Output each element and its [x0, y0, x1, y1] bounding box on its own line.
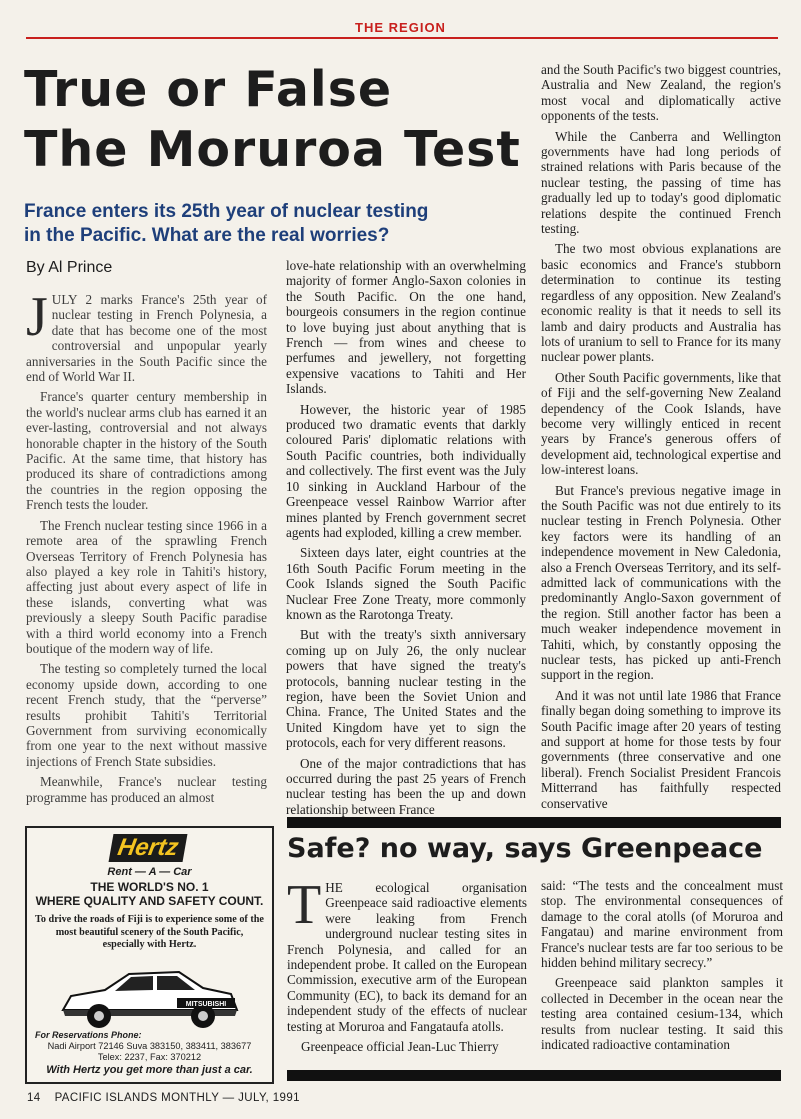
publication-name: PACIFIC ISLANDS MONTHLY — JULY, 1991: [54, 1092, 300, 1104]
deck: [24, 200, 504, 248]
article-paragraph: Sixteen days later, eight countries at the 16th South Pacific Forum meeting in the Cook Islands signed the South Pacific Nuclear Free Zone Treaty, more commonly known as the Rarotonga Treaty.: [286, 545, 526, 622]
sidebar-column-2: [541, 878, 783, 1057]
ad-tagline: Rent — A — Car: [107, 866, 192, 878]
article-paragraph: JULY 2 marks France's 25th year of nuclear testing in French Polynesia, a date that has become one of the most controversial and unpopular yearly anniversaries in the South Pacific since the end of World War II.: [26, 286, 267, 385]
article-paragraph: However, the historic year of 1985 produced two dramatic events that darkly coloured Paris' diplomatic relations with South Pacific countries, both individually and collectively. The first event was the July 10 sinking in Auckland Harbour of the Greenpeace vessel Rainbow Warrior after mines planted by French government secret agents had exploded, killing a crew member.: [286, 401, 526, 540]
article-paragraph: The two most obvious explanations are basic economics and France's stubborn determination to continue its testing regardless of any opposition. New Zealand's economic reality is that it needs to sell its lamb and dairy products and Australia has lots of uranium to sell to France for its many nuclear power plants.: [541, 241, 781, 365]
article-paragraph: But with the treaty's sixth anniversary coming up on July 26, the only nuclear powers that have signed the treaty's protocols, banning nuclear testing in the region, have been the Soviet Union and China. France, The United States and the United Kingdom have yet to sign the protocols, each for very different reasons.: [286, 627, 526, 751]
article-paragraph: Other South Pacific governments, like that of Fiji and the self-governing New Zealand dependency of the Cook Islands, have become very willingly enticed in recent years by France's generous offers of development aid, technological expertise and low-interest loans.: [541, 369, 781, 478]
sidebar-paragraph: THE ecological organisation Greenpeace said radioactive elements were leaking from French underground nuclear testing sites in French Polynesia, and called for an independent probe. It called on the European Commission, executive arm of the European Community (EC), to back its demand for an independent study of the effects of nuclear testing at Moruroa and Fangataufa atolls.: [287, 874, 527, 1034]
ad-headline-line-1: THE WORLD'S NO. 1: [90, 880, 209, 894]
ad-phone-numbers: [27, 1041, 272, 1063]
drop-cap: T: [287, 874, 322, 936]
article-column-2: [286, 258, 526, 822]
byline: By Al Prince: [26, 259, 113, 276]
page-footer: [27, 1092, 314, 1104]
sidebar-paragraph: said: “The tests and the concealment must stop. The environmental consequences of damage to the coral atolls (of Moruroa and Fangatau) and marine environment from France's nuclear tests are far too serious to be hidden behind military secrecy.”: [541, 878, 783, 971]
hertz-logo: Hertz: [109, 834, 188, 862]
article-column-3: [541, 62, 781, 816]
ad-footer: With Hertz you get more than just a car.: [46, 1064, 253, 1076]
sidebar-headline: Safe? no way, says Greenpeace: [287, 833, 763, 864]
sidebar-column-1: [287, 874, 527, 1059]
article-column-1: [26, 286, 267, 810]
article-paragraph: Meanwhile, France's nuclear testing programme has produced an almost: [26, 774, 267, 805]
section-rule: [26, 37, 778, 39]
article-paragraph: France's quarter century membership in the world's nuclear arms club has earned it an ever-lasting, controversial and not always honorable chapter in the history of the South Pacific. At the same time, that history has produced its share of contradictions among the countries in the region opposing the French tests the louder.: [26, 389, 267, 513]
drop-cap: J: [26, 286, 48, 348]
sidebar-paragraph: Greenpeace said plankton samples it collected in December in the ocean near the testing area contained cesium-134, which results from nuclear testing. It said this indicated radioactive contamination: [541, 975, 783, 1053]
article-paragraph: And it was not until late 1986 that France finally began doing something to improve its South Pacific image after 20 years of testing and support at home for those tests by four governments (three conservative and one liberal). French Socialist President Francois Mitterrand has faithfully respected conservative: [541, 687, 781, 811]
car-badge: MITSUBISHI: [185, 1001, 227, 1008]
article-paragraph: love-hate relationship with an overwhelming majority of former Anglo-Saxon colonies in the South Pacific. On the one hand, bourgeois consumers in the region continue to love buying just about anything that is French — from wines and cheese to perfumes and jewellery, not forgetting expensive vacations to Tahiti and Her Islands.: [286, 258, 526, 397]
headline: [24, 60, 524, 180]
ad-body: To drive the roads of Fiji is to experience some of the most beautiful scenery of the South Pacific, especially with Hertz.: [35, 914, 264, 950]
article-paragraph: The French nuclear testing since 1966 in a remote area of the sprawling French Overseas Territory of French Polynesia has also played a key role in Tahiti's history, affecting just about every aspect of life in these islands, converting what was previously a sleepy South Pacific paradise with a third world economy into a French boutique of the modern way of life.: [26, 517, 267, 656]
ad-phone-line-1: Nadi Airport 72146 Suva 383150, 383411, 383677: [47, 1041, 252, 1051]
article-paragraph: While the Canberra and Wellington governments have had long periods of strained relations with Paris because of the nuclear testing, the passing of time has gradually led up to today's good diplomatic relations despite the continued French testing.: [541, 128, 781, 237]
headline-line-1: True or False: [24, 61, 393, 118]
sidebar-paragraph: Greenpeace official Jean-Luc Thierry: [301, 1039, 499, 1055]
car-illustration: [57, 964, 242, 1034]
sidebar-rule-bottom: [287, 1070, 781, 1081]
article-paragraph: The testing so completely turned the local economy upside down, according to one recent French study, that the “perverse” results prohibit Tahiti's Territorial Government from surviving economically from one year to the next without massive injections of French State subsidies.: [26, 661, 267, 769]
article-paragraph: and the South Pacific's two biggest countries, Australia and New Zealand, the region's most vocal and diplomatically active opponents of the tests.: [541, 62, 781, 124]
hertz-advertisement: [25, 826, 274, 1084]
ad-headline: [27, 880, 272, 908]
page-number: 14: [27, 1092, 41, 1104]
ad-headline-line-2: WHERE QUALITY AND SAFETY COUNT.: [35, 894, 264, 908]
deck-line-1: France enters its 25th year of nuclear testing: [24, 201, 429, 222]
deck-line-2: in the Pacific. What are the real worries?: [24, 225, 390, 246]
article-paragraph: One of the major contradictions that has occurred during the past 25 years of French nuclear testing has been the up and down relationship between France: [286, 755, 526, 817]
article-paragraph: But France's previous negative image in the South Pacific was not due entirely to its nuclear testing in French Polynesia. Other key factors were its handling of an independence movement in New Caledonia, also a French Overseas Territory, and its self-admitted lack of communications with the predominantly Anglo-Saxon government of the region. Still another factor has been a much weaker independence movement in Tahiti, which, by constantly opposing the nuclear tests, has picked up anti-French support in the region.: [541, 482, 781, 683]
ad-phone-line-2: Telex: 2237, Fax: 370212: [97, 1052, 202, 1062]
section-label: THE REGION: [355, 20, 446, 35]
sidebar-rule-top: [287, 817, 781, 828]
headline-line-2: The Moruroa Test: [24, 121, 521, 178]
ad-phone-label: For Reservations Phone:: [35, 1030, 142, 1040]
